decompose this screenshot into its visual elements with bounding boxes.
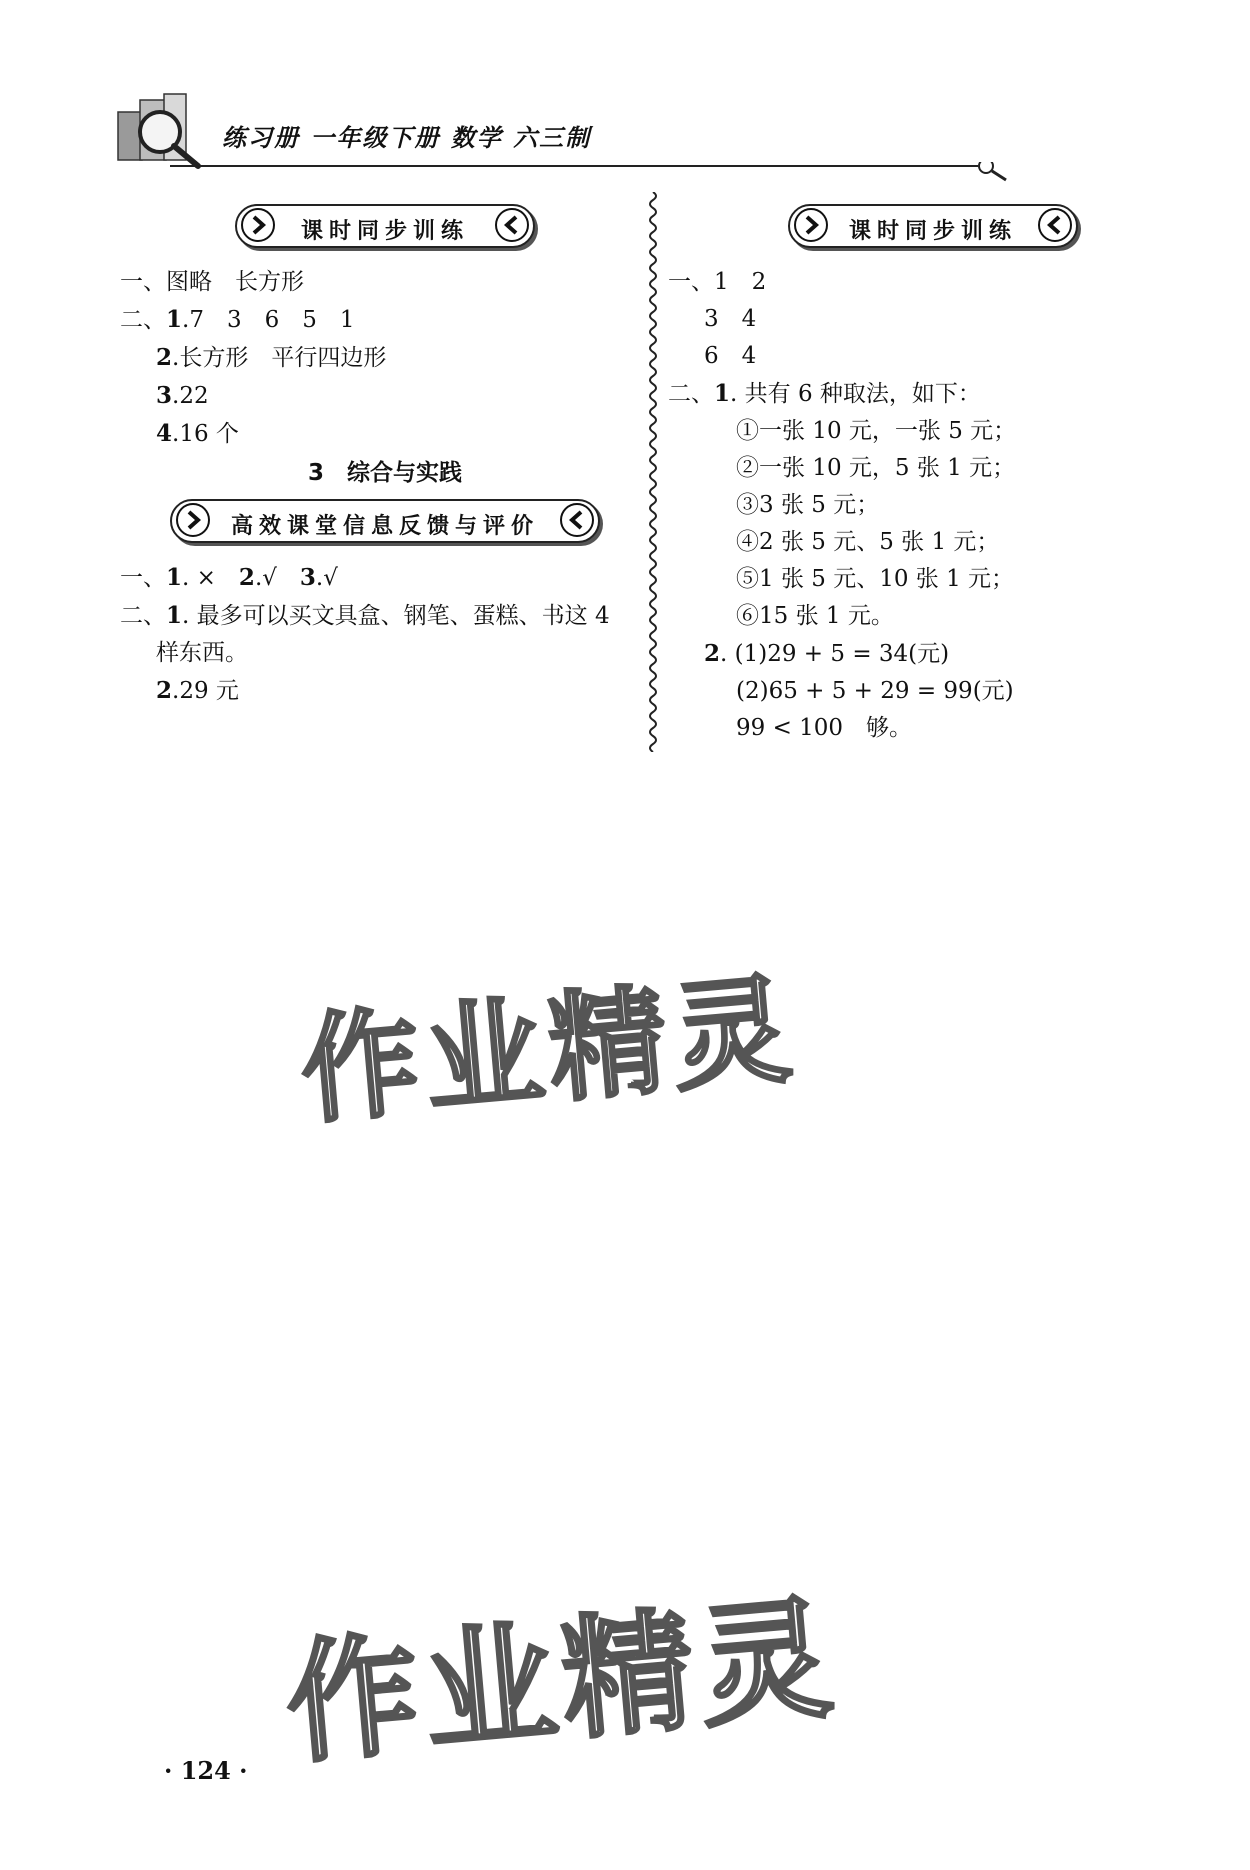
answer-prefix: 一、 <box>120 565 166 591</box>
answer-line: 99 < 100 够。 <box>736 715 913 741</box>
item-number: 1 <box>714 380 731 407</box>
answer-line: ①一张 10 元，一张 5 元； <box>736 418 1017 444</box>
answer-line <box>120 672 650 710</box>
chevron-left-icon <box>560 503 594 537</box>
answer-line: ②一张 10 元，5 张 1 元； <box>736 455 1016 481</box>
answer-prefix: 二、 <box>668 381 714 407</box>
right-column <box>668 198 1088 747</box>
answer-line <box>120 339 650 377</box>
answer-prefix: 二、 <box>120 307 166 333</box>
page-header <box>110 90 1040 190</box>
answer-line: (2)65 + 5 + 29 = 99(元) <box>736 678 1014 704</box>
item-number: 3 <box>156 382 173 409</box>
chevron-left-icon <box>495 208 529 242</box>
banner-label: 课时同步训练 <box>300 219 469 244</box>
answer-text: .22 <box>172 383 209 409</box>
section-banner-feedback <box>170 499 600 543</box>
item-number: 1 <box>166 564 183 591</box>
item-number: 3 <box>299 564 316 591</box>
page-number: · 124 · <box>164 1756 248 1785</box>
section-title: 3 综合与实践 <box>307 460 462 486</box>
answer-line: 一、1 2 <box>668 269 767 295</box>
answer-line: ③3 张 5 元； <box>736 492 880 518</box>
banner-label: 高效课堂信息反馈与评价 <box>230 514 539 539</box>
answer-prefix: 二、 <box>120 603 166 629</box>
left-column <box>120 198 650 710</box>
banner-label: 课时同步训练 <box>848 219 1017 244</box>
chevron-left-icon <box>1038 208 1072 242</box>
books-magnifier-icon <box>110 90 210 170</box>
section-banner-sync-training <box>235 204 535 248</box>
item-number: 2 <box>156 677 173 704</box>
item-number: 4 <box>156 420 173 447</box>
answer-text: .√ <box>315 565 338 591</box>
answer-line <box>668 635 1088 673</box>
answer-line <box>120 597 650 635</box>
answer-line: ④2 张 5 元、5 张 1 元； <box>736 529 1000 555</box>
watermark: 作业精灵 <box>280 1581 844 1783</box>
answer-text: . × <box>182 565 239 591</box>
answer-line <box>120 377 650 415</box>
watermark: 作业精灵 <box>295 959 802 1141</box>
header-rule <box>170 162 1010 202</box>
answer-line: 6 4 <box>704 343 757 369</box>
answer-text: . 共有 6 种取法，如下： <box>730 381 981 407</box>
answer-line <box>120 559 650 597</box>
item-number: 2 <box>156 344 173 371</box>
answer-line <box>120 415 650 453</box>
item-number: 2 <box>704 640 721 667</box>
section-banner-sync-training-right <box>788 204 1078 248</box>
item-number: 2 <box>238 564 255 591</box>
column-divider <box>646 192 660 752</box>
answer-text: .7 3 6 5 1 <box>182 307 355 333</box>
answer-line: 一、图略 长方形 <box>120 269 304 295</box>
answer-line <box>668 375 1088 413</box>
answer-text: .16 个 <box>172 421 239 447</box>
item-number: 1 <box>166 306 183 333</box>
answer-text: .长方形 平行四边形 <box>172 345 387 371</box>
running-title: 练习册 一年级下册 数学 六三制 <box>222 124 592 152</box>
answer-text: .29 元 <box>172 678 239 704</box>
answer-line: ⑤1 张 5 元、10 张 1 元； <box>736 566 1015 592</box>
answer-line: 样东西。 <box>156 640 248 666</box>
answer-line: 3 4 <box>704 306 757 332</box>
answer-line <box>120 301 650 339</box>
item-number: 1 <box>166 602 183 629</box>
answer-text: .√ <box>254 565 300 591</box>
answer-text: . (1)29 + 5 = 34(元) <box>720 641 950 667</box>
answer-text: . 最多可以买文具盒、钢笔、蛋糕、书这 4 <box>182 603 610 629</box>
answer-line: ⑥15 张 1 元。 <box>736 603 894 629</box>
